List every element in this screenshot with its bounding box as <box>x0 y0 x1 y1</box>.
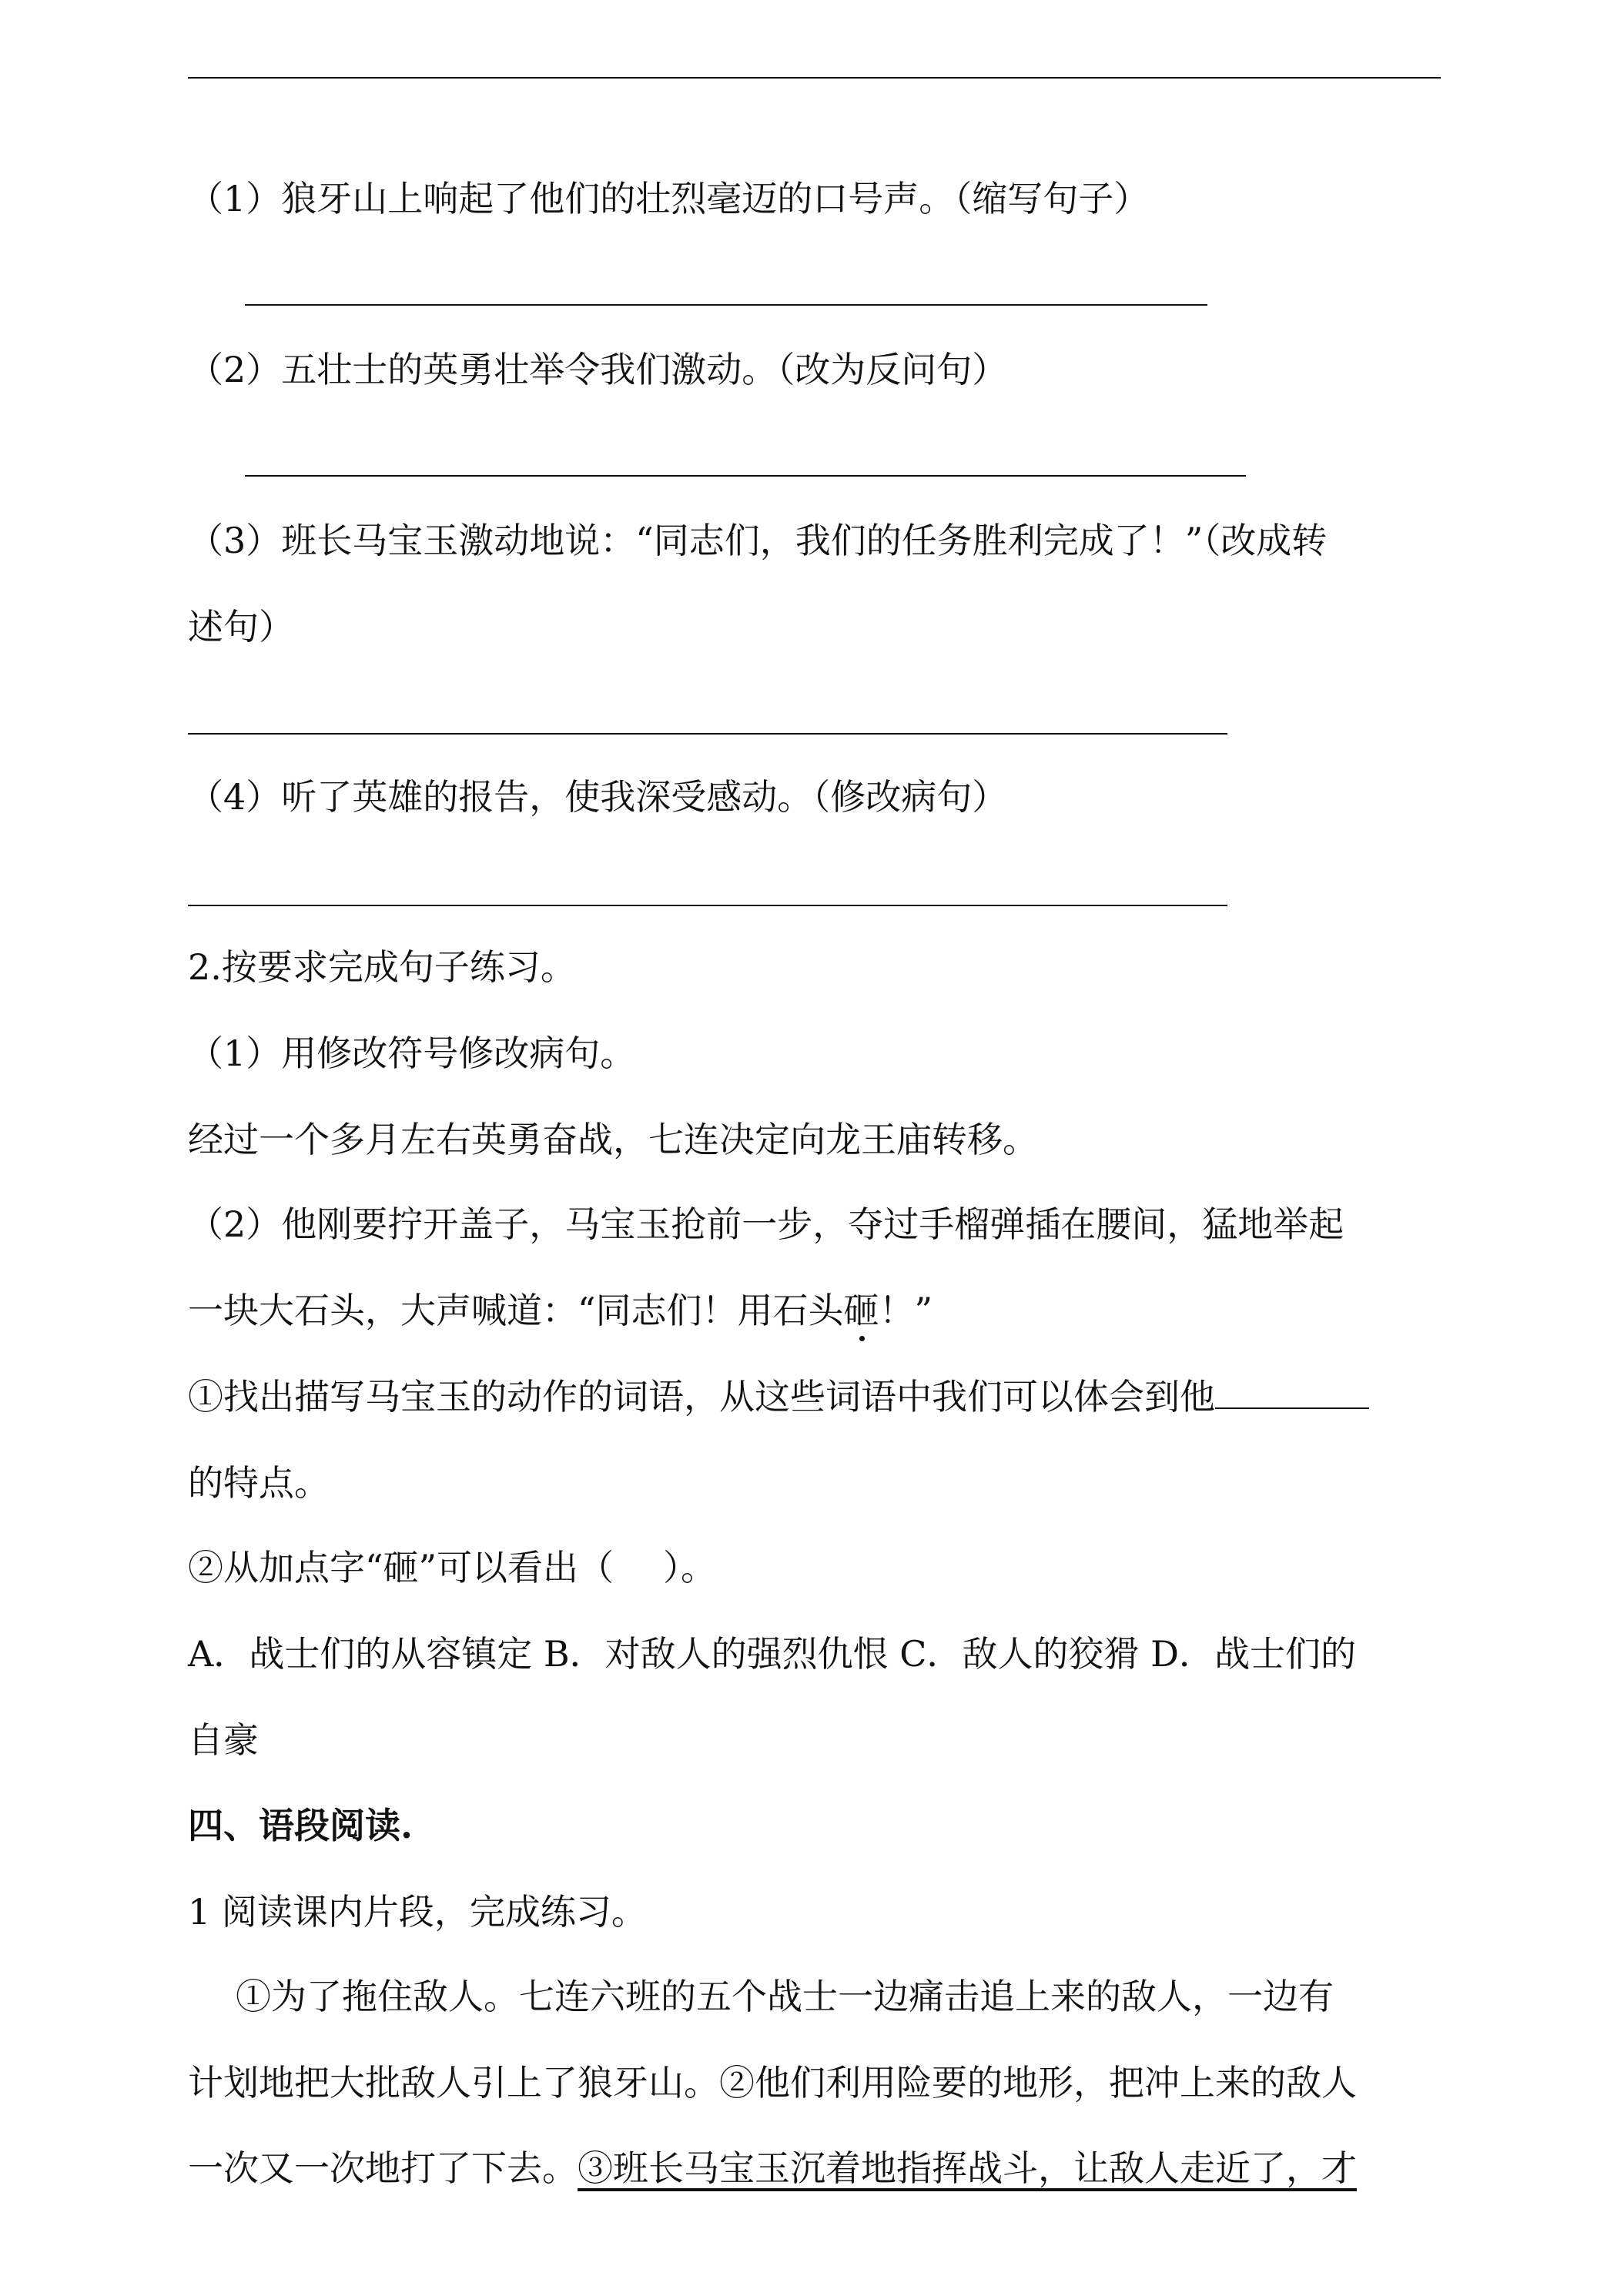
top-rule <box>188 77 1441 79</box>
answer-line-1-3[interactable] <box>188 733 1227 735</box>
question-2-a-text: ①找出描写马宝玉的动作的词语，从这些词语中我们可以体会到他 <box>188 1376 1215 1417</box>
exercise-2-sub1-sentence: 经过一个多月左右英勇奋战，七连决定向龙王庙转移。 <box>188 1119 1038 1160</box>
exercise-2-sub2-line2 <box>188 1287 933 1334</box>
section-4-heading: 四、语段阅读. <box>188 1805 414 1846</box>
fill-blank-trait[interactable] <box>1215 1374 1369 1409</box>
options-line2: 自豪 <box>188 1719 259 1761</box>
question-2-b-text: ②从加点字“砸”可以看出（ <box>188 1547 614 1588</box>
answer-line-1-4[interactable] <box>188 905 1227 906</box>
paragraph-underlined-sentence: ③班长马宝玉沉着地指挥战斗，让敌人走近了，才 <box>578 2147 1357 2189</box>
reading-paragraph-line1: ①为了拖住敌人。七连六班的五个战士一边痛击追上来的敌人，一边有 <box>236 1976 1334 2017</box>
answer-line-1-1[interactable] <box>245 304 1207 306</box>
reading-paragraph-line3 <box>188 2145 1357 2191</box>
question-1-3-line2: 述句） <box>188 606 294 648</box>
sub2-text-before: 一块大石头，大声喊道：“同志们！用石头 <box>188 1290 844 1331</box>
exercise-2-heading: 2.按要求完成句子练习。 <box>188 946 576 988</box>
exercise-2-sub2-line1: （2）他刚要拧开盖子，马宝玉抢前一步，夺过手榴弹插在腰间，猛地举起 <box>188 1203 1344 1245</box>
question-1-3-line1: （3）班长马宝玉激动地说：“同志们，我们的任务胜利完成了！”（改成转 <box>188 520 1328 561</box>
question-1-1: （1）狼牙山上响起了他们的壮烈毫迈的口号声。（缩写句子） <box>188 178 1150 219</box>
dotted-character: 砸 <box>844 1287 879 1334</box>
options-line1: A．战士们的从容镇定 B．对敌人的强烈仇恨 C．敌人的狡猾 D．战士们的 <box>188 1633 1356 1675</box>
sub2-text-after: ！” <box>879 1290 933 1331</box>
question-2-a-line1 <box>188 1374 1369 1420</box>
question-2-a-line2: 的特点。 <box>188 1462 330 1504</box>
exercise-2-sub1-label: （1）用修改符号修改病句。 <box>188 1033 636 1074</box>
paragraph-plain-text: 一次又一次地打了下去。 <box>188 2147 578 2189</box>
reading-paragraph-line2: 计划地把大批敌人引上了狼牙山。②他们利用险要的地形，把冲上来的敌人 <box>188 2062 1357 2104</box>
question-1-4: （4）听了英雄的报告，使我深受感动。（修改病句） <box>188 776 1008 818</box>
question-2-b <box>188 1545 716 1591</box>
question-1-2: （2）五壮士的英勇壮举令我们激动。（改为反问句） <box>188 349 1008 390</box>
answer-line-1-2[interactable] <box>245 475 1246 477</box>
question-2-b-close: ）。 <box>663 1547 717 1588</box>
section-4-task: 1 阅读课内片段，完成练习。 <box>188 1891 647 1933</box>
